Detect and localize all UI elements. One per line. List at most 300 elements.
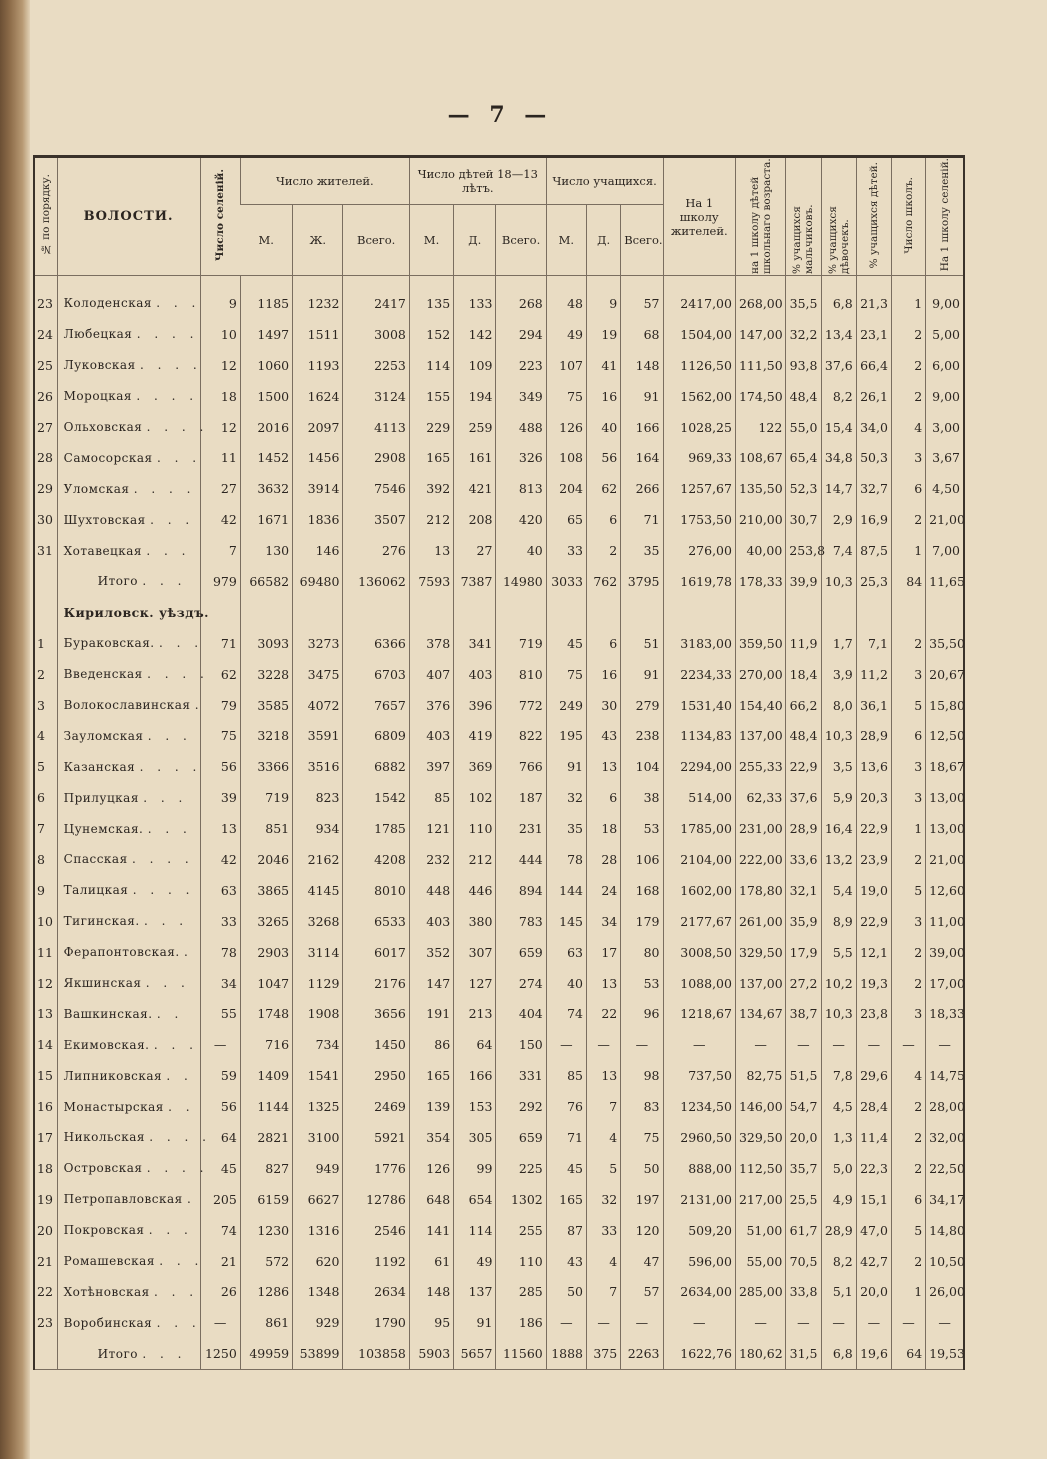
cell-col-5: 5903 (409, 1338, 453, 1369)
cell-col-2: 1047 (240, 968, 292, 999)
volost-name (57, 412, 209, 443)
cell-col-3: 69480 (293, 566, 343, 597)
cell-col-17: 9,00 (926, 276, 963, 319)
row-number: 3 (37, 697, 45, 713)
cell-col-12: 134,67 (735, 998, 785, 1029)
row-number: 30 (37, 512, 53, 528)
row-number: 24 (37, 326, 53, 342)
cell-col-2: 861 (240, 1307, 292, 1338)
volost-name-text: Самосорская (63, 450, 153, 465)
table-row (35, 473, 963, 504)
cell-col-15: 11,2 (856, 659, 891, 690)
volost-name-text: Шухтовская (63, 512, 146, 527)
cell-col-1: 7 (200, 535, 240, 566)
cell-col-9: 19 (587, 319, 621, 350)
volost-name-text: Казанская (63, 759, 136, 774)
cell-col-16: 1 (891, 813, 925, 844)
total-row (35, 566, 963, 597)
cell-col-9: 375 (587, 1338, 621, 1369)
cell-col-8: 195 (546, 720, 586, 751)
cell-col-8: 165 (546, 1184, 586, 1215)
cell-col-1: 13 (200, 813, 240, 844)
cell-col-7: 783 (496, 906, 546, 937)
volost-name (57, 1215, 200, 1246)
leader-dots: . . . (156, 1315, 201, 1330)
cell-col-4: 2417 (343, 276, 409, 319)
cell-col-7: 349 (496, 381, 546, 412)
cell-col-13: 25,5 (786, 1184, 821, 1215)
cell-col-3: 3100 (293, 1122, 343, 1153)
cell-col-13: 30,7 (786, 504, 821, 535)
cell-col-4: 2176 (343, 968, 409, 999)
cell-col-1: 63 (200, 875, 240, 906)
row-number: 17 (37, 1129, 53, 1145)
cell-col-10: 148 (621, 350, 663, 381)
volost-name (57, 1122, 211, 1153)
cell-col-6: 161 (454, 442, 496, 473)
cell-col-12: 146,00 (735, 1091, 785, 1122)
cell-col-16: 5 (891, 875, 925, 906)
cell-col-13: 48,4 (786, 381, 821, 412)
cell-col-15: 20,0 (856, 1277, 891, 1308)
cell-col-7: 1302 (496, 1184, 546, 1215)
cell-col-9: 6 (587, 782, 621, 813)
cell-col-5: 229 (409, 412, 453, 443)
volost-name (57, 1307, 200, 1338)
cell-col-5: 139 (409, 1091, 453, 1122)
cell-col-15: 23,9 (856, 844, 891, 875)
cell-col-1: 12 (200, 350, 240, 381)
cell-col-12: 268,00 (735, 276, 785, 319)
cell-col-14: 28,9 (821, 1215, 856, 1246)
cell-col-4: 3507 (343, 504, 409, 535)
cell-col-7: 488 (496, 412, 546, 443)
cell-col-5: 121 (409, 813, 453, 844)
table-row (35, 1153, 963, 1184)
cell-col-11: 737,50 (663, 1060, 735, 1091)
cell-col-3: 3516 (293, 751, 343, 782)
volost-name-text: Талицкая (63, 883, 129, 898)
cell-col-1: 9 (200, 276, 240, 319)
cell-col-16: — (891, 1029, 925, 1060)
row-number: 22 (37, 1284, 53, 1300)
cell-col-3: 1541 (293, 1060, 343, 1091)
cell-col-10: 3795 (621, 566, 663, 597)
cell-col-1: 56 (200, 1091, 240, 1122)
cell-col-3: 823 (293, 782, 343, 813)
cell-col-13: 28,9 (786, 813, 821, 844)
cell-col-3: 3591 (293, 720, 343, 751)
cell-col-8: 35 (546, 813, 586, 844)
cell-col-4: 7657 (343, 690, 409, 721)
volost-name-text: Монастырская (63, 1099, 164, 1114)
cell-col-4: 12786 (343, 1184, 409, 1215)
cell-col-17: 14,80 (926, 1215, 963, 1246)
table-row (35, 276, 963, 319)
cell-col-10: 91 (621, 659, 663, 690)
volost-name (57, 720, 200, 751)
cell-col-15: 28,4 (856, 1091, 891, 1122)
cell-col-13: 31,5 (786, 1338, 821, 1369)
cell-col-4 (343, 597, 409, 628)
cell-col-2: 1060 (240, 350, 292, 381)
cell-col-9: 34 (587, 906, 621, 937)
row-number: 23 (37, 295, 53, 311)
cell-col-5: 392 (409, 473, 453, 504)
leader-dots: . . . (156, 450, 202, 465)
cell-col-17: 3,67 (926, 442, 963, 473)
cell-col-13: 27,2 (786, 968, 821, 999)
cell-col-5: 165 (409, 442, 453, 473)
cell-col-11: 276,00 (663, 535, 735, 566)
table-row (35, 782, 963, 813)
cell-col-2: 1409 (240, 1060, 292, 1091)
cell-col-16: 64 (891, 1338, 925, 1369)
cell-col-15 (856, 597, 891, 628)
cell-col-5: 126 (409, 1153, 453, 1184)
cell-col-12 (735, 597, 785, 628)
cell-col-12: 222,00 (735, 844, 785, 875)
cell-col-15: 19,0 (856, 875, 891, 906)
cell-col-1: 71 (200, 628, 240, 659)
cell-col-7: 186 (496, 1307, 546, 1338)
cell-col-9: 17 (587, 937, 621, 968)
cell-col-10: 53 (621, 813, 663, 844)
cell-col-7: 223 (496, 350, 546, 381)
cell-col-14: 6,8 (821, 1338, 856, 1369)
cell-col-10: 238 (621, 720, 663, 751)
cell-col-17: 3,00 (926, 412, 963, 443)
cell-col-12: 137,00 (735, 720, 785, 751)
cell-col-11: 509,20 (663, 1215, 735, 1246)
cell-col-1: 1250 (200, 1338, 240, 1369)
cell-col-5: 13 (409, 535, 453, 566)
cell-col-10: 38 (621, 782, 663, 813)
cell-col-17: 13,00 (926, 813, 963, 844)
leader-dots: . . . (143, 790, 188, 805)
cell-col-6: 208 (454, 504, 496, 535)
volost-name (57, 875, 200, 906)
cell-col-5: 155 (409, 381, 453, 412)
cell-col-8: 91 (546, 751, 586, 782)
cell-col-14: 16,4 (821, 813, 856, 844)
cell-col-11: 3183,00 (663, 628, 735, 659)
cell-col-15: 15,1 (856, 1184, 891, 1215)
volost-name (57, 690, 204, 721)
leader-dots: . . . . (132, 883, 195, 898)
volost-name (57, 1338, 200, 1369)
header-children-d: Д. (454, 205, 496, 276)
leader-dots: . . (156, 1006, 184, 1021)
cell-col-7: 331 (496, 1060, 546, 1091)
cell-col-16: 2 (891, 968, 925, 999)
table-row (35, 412, 963, 443)
row-number: 4 (37, 728, 45, 744)
table-row (35, 875, 963, 906)
cell-col-16: 5 (891, 690, 925, 721)
row-number (35, 1338, 57, 1369)
cell-col-7: 294 (496, 319, 546, 350)
table-row (35, 442, 963, 473)
cell-col-6: 194 (454, 381, 496, 412)
cell-col-5: 85 (409, 782, 453, 813)
leader-dots: . . . . (146, 1161, 209, 1176)
cell-col-16: 2 (891, 844, 925, 875)
cell-col-5: 148 (409, 1277, 453, 1308)
volost-name-text: Никольская (63, 1130, 145, 1145)
cell-col-8: 144 (546, 875, 586, 906)
cell-col-8: 43 (546, 1246, 586, 1277)
cell-col-10: 80 (621, 937, 663, 968)
cell-col-1: 979 (200, 566, 240, 597)
cell-col-11: 1234,50 (663, 1091, 735, 1122)
cell-col-16: 5 (891, 1215, 925, 1246)
cell-col-4: 136062 (343, 566, 409, 597)
cell-col-7 (496, 597, 546, 628)
cell-col-15: 28,9 (856, 720, 891, 751)
cell-col-15: 13,6 (856, 751, 891, 782)
cell-col-2: 49959 (240, 1338, 292, 1369)
cell-col-2: 827 (240, 1153, 292, 1184)
volost-name (57, 1184, 200, 1215)
cell-col-15: 21,3 (856, 276, 891, 319)
cell-col-12: 51,00 (735, 1215, 785, 1246)
cell-col-15: 66,4 (856, 350, 891, 381)
cell-col-14: 7,8 (821, 1060, 856, 1091)
cell-col-16: — (891, 1307, 925, 1338)
header-children-group: Число дѣтей 18—13 лѣтъ. (409, 158, 546, 205)
volost-name (57, 1246, 204, 1277)
cell-col-13: 65,4 (786, 442, 821, 473)
cell-col-8: 50 (546, 1277, 586, 1308)
leader-dots: . . . (146, 543, 191, 558)
cell-col-8: 45 (546, 628, 586, 659)
cell-col-4: 1790 (343, 1307, 409, 1338)
cell-col-13: 55,0 (786, 412, 821, 443)
cell-col-17: 17,00 (926, 968, 963, 999)
cell-col-11: 2960,50 (663, 1122, 735, 1153)
cell-col-11: 514,00 (663, 782, 735, 813)
cell-col-8: 78 (546, 844, 586, 875)
cell-col-10: 83 (621, 1091, 663, 1122)
cell-col-13: 52,3 (786, 473, 821, 504)
volost-name (57, 813, 200, 844)
table-row (35, 813, 963, 844)
cell-col-9: 13 (587, 968, 621, 999)
cell-col-9: 13 (587, 751, 621, 782)
cell-col-14: 8,2 (821, 1246, 856, 1277)
cell-col-12: 137,00 (735, 968, 785, 999)
cell-col-16: 2 (891, 504, 925, 535)
cell-col-15: — (856, 1307, 891, 1338)
cell-col-15: 12,1 (856, 937, 891, 968)
cell-col-13: 35,7 (786, 1153, 821, 1184)
cell-col-15: 23,8 (856, 998, 891, 1029)
cell-col-15: 7,1 (856, 628, 891, 659)
cell-col-15: 11,4 (856, 1122, 891, 1153)
cell-col-1: 59 (200, 1060, 240, 1091)
row-number: 6 (37, 790, 45, 806)
cell-col-10: — (621, 1307, 663, 1338)
cell-col-11: 1088,00 (663, 968, 735, 999)
cell-col-14: 10,3 (821, 720, 856, 751)
cell-col-5: 354 (409, 1122, 453, 1153)
leader-dots: . . . . (136, 389, 199, 404)
cell-col-13: 35,9 (786, 906, 821, 937)
cell-col-1: 42 (200, 844, 240, 875)
leader-dots: . . . (159, 1254, 204, 1269)
table-row (35, 1122, 963, 1153)
cell-col-2: 1497 (240, 319, 292, 350)
cell-col-17: 11,65 (926, 566, 963, 597)
cell-col-16: 4 (891, 1060, 925, 1091)
cell-col-17: 21,00 (926, 844, 963, 875)
cell-col-10: — (621, 1029, 663, 1060)
cell-col-2: 3093 (240, 628, 292, 659)
cell-col-4: 3656 (343, 998, 409, 1029)
cell-col-10: 166 (621, 412, 663, 443)
cell-col-2: 3865 (240, 875, 292, 906)
cell-col-14: 10,3 (821, 566, 856, 597)
cell-col-9: 16 (587, 381, 621, 412)
row-number: 20 (37, 1222, 53, 1238)
cell-col-1: 74 (200, 1215, 240, 1246)
header-per-school-children: на 1 школу дѣтей школьнаго возраста. (735, 158, 785, 276)
cell-col-17: 9,00 (926, 381, 963, 412)
cell-col-3: 4072 (293, 690, 343, 721)
cell-col-3: 3114 (293, 937, 343, 968)
row-number: 8 (37, 851, 45, 867)
volost-name (57, 628, 204, 659)
cell-col-5: 407 (409, 659, 453, 690)
leader-dots: . . . (145, 976, 190, 991)
cell-col-2: 1185 (240, 276, 292, 319)
cell-col-3: 3914 (293, 473, 343, 504)
leader-dots: . . (168, 1099, 195, 1114)
table-row (35, 968, 963, 999)
cell-col-16: 6 (891, 720, 925, 751)
cell-col-12: 329,50 (735, 1122, 785, 1153)
cell-col-7: 404 (496, 998, 546, 1029)
cell-col-15: 26,1 (856, 381, 891, 412)
cell-col-14: 13,2 (821, 844, 856, 875)
cell-col-10: 104 (621, 751, 663, 782)
cell-col-10 (621, 597, 663, 628)
volost-name-text: Итого (97, 1346, 138, 1361)
cell-col-3: 3273 (293, 628, 343, 659)
cell-col-11: 2104,00 (663, 844, 735, 875)
cell-col-14: 13,4 (821, 319, 856, 350)
cell-col-9: 7 (587, 1277, 621, 1308)
cell-col-2: 3265 (240, 906, 292, 937)
cell-col-13: — (786, 1029, 821, 1060)
cell-col-2: 1286 (240, 1277, 292, 1308)
cell-col-15: 32,7 (856, 473, 891, 504)
cell-col-12: 147,00 (735, 319, 785, 350)
row-number: 18 (37, 1160, 53, 1176)
cell-col-11: 2294,00 (663, 751, 735, 782)
cell-col-16: 2 (891, 1153, 925, 1184)
cell-col-8: 76 (546, 1091, 586, 1122)
cell-col-15: 16,9 (856, 504, 891, 535)
cell-col-12: 112,50 (735, 1153, 785, 1184)
leader-dots: . . . (154, 1284, 199, 1299)
cell-col-16: 2 (891, 319, 925, 350)
cell-col-8: 74 (546, 998, 586, 1029)
cell-col-9: — (587, 1307, 621, 1338)
cell-col-10: 164 (621, 442, 663, 473)
cell-col-2: 2903 (240, 937, 292, 968)
header-per-school-residents: На 1 школу жителей. (663, 158, 735, 276)
cell-col-3: 1129 (293, 968, 343, 999)
cell-col-5: 378 (409, 628, 453, 659)
cell-col-6: 137 (454, 1277, 496, 1308)
volost-name-text: Бураковская. (63, 636, 155, 651)
cell-col-5: 135 (409, 276, 453, 319)
cell-col-2: 1748 (240, 998, 292, 1029)
cell-col-8: 33 (546, 535, 586, 566)
row-number: 5 (37, 759, 45, 775)
cell-col-5: 61 (409, 1246, 453, 1277)
cell-col-4: 6366 (343, 628, 409, 659)
cell-col-16: 2 (891, 1091, 925, 1122)
section-header-row (35, 597, 963, 628)
cell-col-6: 446 (454, 875, 496, 906)
table-row (35, 844, 963, 875)
cell-col-12: 174,50 (735, 381, 785, 412)
cell-col-1: 78 (200, 937, 240, 968)
cell-col-17: 11,00 (926, 906, 963, 937)
cell-col-10: 35 (621, 535, 663, 566)
cell-col-3: 1232 (293, 276, 343, 319)
cell-col-14: 10,3 (821, 998, 856, 1029)
cell-col-12: 359,50 (735, 628, 785, 659)
cell-col-5: 86 (409, 1029, 453, 1060)
cell-col-16 (891, 597, 925, 628)
cell-col-11: 1753,50 (663, 504, 735, 535)
cell-col-2: 66582 (240, 566, 292, 597)
volost-name (57, 566, 200, 597)
row-number: 11 (37, 944, 53, 960)
volost-name-text: Волокославинская (63, 698, 191, 713)
cell-col-14: 4,9 (821, 1184, 856, 1215)
cell-col-6: 127 (454, 968, 496, 999)
cell-col-10: 279 (621, 690, 663, 721)
cell-col-4: 1192 (343, 1246, 409, 1277)
cell-col-11: 1218,67 (663, 998, 735, 1029)
volost-name (57, 968, 200, 999)
cell-col-14: 8,2 (821, 381, 856, 412)
cell-col-10: 98 (621, 1060, 663, 1091)
cell-col-9: 2 (587, 535, 621, 566)
volost-name (57, 1029, 200, 1060)
cell-col-7: 225 (496, 1153, 546, 1184)
cell-col-11: 1531,40 (663, 690, 735, 721)
cell-col-8: 249 (546, 690, 586, 721)
volost-name-text: Липниковская (63, 1068, 163, 1083)
cell-col-13: 37,6 (786, 782, 821, 813)
cell-col-4: 6017 (343, 937, 409, 968)
cell-col-15: 36,1 (856, 690, 891, 721)
cell-col-17: 4,50 (926, 473, 963, 504)
cell-col-11: 3008,50 (663, 937, 735, 968)
cell-col-14: 1,7 (821, 628, 856, 659)
volost-name-text: Колоденская (63, 296, 152, 311)
table-row (35, 504, 963, 535)
cell-col-2: 3366 (240, 751, 292, 782)
table-row (35, 1246, 963, 1277)
cell-col-11: 1504,00 (663, 319, 735, 350)
